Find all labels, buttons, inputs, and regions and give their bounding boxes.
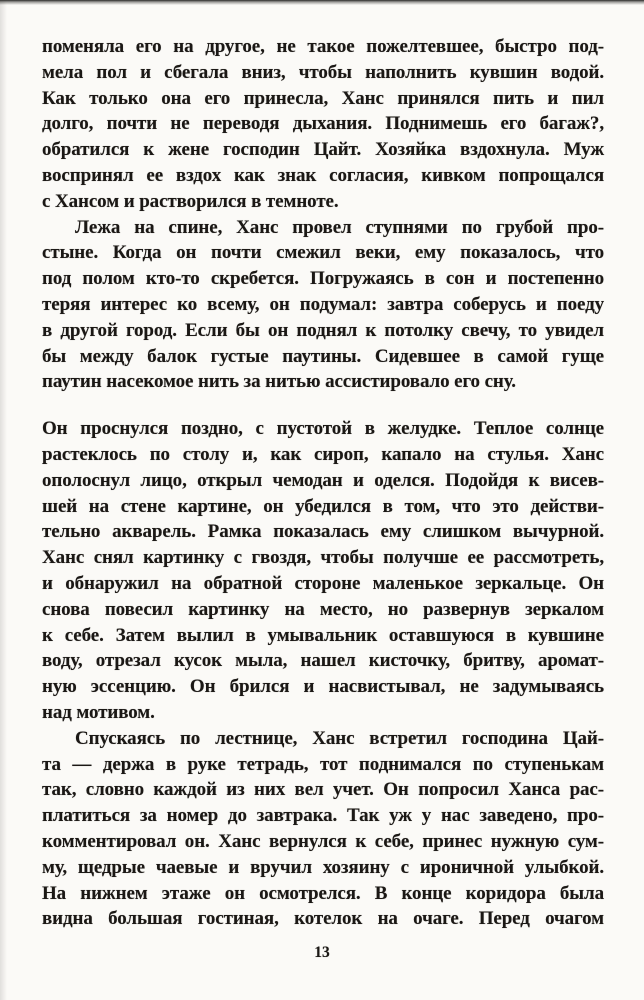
text-line: долго, почти не переводя дыхания. Поднимешь его багаж?, xyxy=(42,113,604,135)
text-line: На нижнем этаже он осмотрелся. В конце коридора была xyxy=(42,882,604,904)
text-line: к себе. Затем вылил в умывальник оставшуюся в кувшине xyxy=(42,624,604,646)
text-line: теряя интерес ко всему, он подумал: завтра соберусь и поеду xyxy=(42,293,604,315)
text-line: поменяла его на другое, не такое пожелтевшее, быстро под- xyxy=(42,36,604,57)
text-line: бы между балок густые паутины. Сидевшее в самой гуще xyxy=(42,345,604,367)
paragraph xyxy=(42,34,604,215)
text-line: паутин насекомое нить за нитью ассистировало его сну. xyxy=(42,371,516,393)
scan-top-edge xyxy=(0,0,644,5)
text-line: та — держа в руке тетрадь, тот поднимался по ступенькам xyxy=(42,753,604,775)
text-line: растеклось по столу и, как сироп, капало на стулья. Ханс xyxy=(42,443,604,465)
text-line: Он проснулся поздно, с пустотой в желудке. Теплое солнце xyxy=(42,418,604,440)
text-line: в другой город. Если бы он поднял к потолку свечу, то увидел xyxy=(42,319,604,341)
text-line: мела пол и сбегала вниз, чтобы наполнить кувшин водой. xyxy=(42,61,604,83)
text-line: платиться за номер до завтрака. Так уж у нас заведено, про- xyxy=(42,805,604,827)
text-line: воспринял ее вздох как знак согласия, кивком попрощался xyxy=(42,164,604,186)
text-line: воду, отрезал кусок мыла, нашел кисточку, бритву, аромат- xyxy=(42,650,604,672)
text-line: ополоснул лицо, открыл чемодан и оделся. Подойдя к висев- xyxy=(42,469,604,491)
text-line: и обнаружил на обратной стороне маленькое зеркальце. Он xyxy=(42,572,604,594)
text-line: тельно акварель. Рамка показалась ему слишком вычурной. xyxy=(42,521,604,543)
text-line: Спускаясь по лестнице, Ханс встретил господина Цай- xyxy=(75,727,604,749)
text-line: снова повесил картинку на место, но развернув зеркалом xyxy=(42,598,604,620)
text-line: под полом кто-то скребется. Погружаясь в сон и постепенно xyxy=(42,268,604,290)
text-line: комментировал он. Ханс вернулся к себе, принес нужную сум- xyxy=(42,830,604,852)
paragraph xyxy=(42,215,604,396)
text-line: Как только она его принесла, Ханс принялся пить и пил xyxy=(42,87,604,109)
scan-left-edge xyxy=(0,0,7,1000)
text-line: с Хансом и растворился в темноте. xyxy=(42,190,339,212)
text-line: над мотивом. xyxy=(42,701,155,723)
text-line: шей на стене картине, он убедился в том, что это действи- xyxy=(42,495,604,517)
text-line: му, щедрые чаевые и вручил хозяину с ироничной улыбкой. xyxy=(42,856,604,878)
page-number: 13 xyxy=(314,944,330,961)
text-line: Ханс снял картинку с гвоздя, чтобы получше ее рассмотреть, xyxy=(42,547,604,569)
text-line: стыне. Когда он почти смежил веки, ему показалось, что xyxy=(42,242,604,264)
text-line: Лежа на спине, Ханс провел ступнями по грубой про- xyxy=(75,216,604,238)
text-line: ную эссенцию. Он брился и насвистывал, не задумываясь xyxy=(42,676,604,698)
text-line: так, словно каждой из них вел учет. Он попросил Ханса рас- xyxy=(42,779,604,801)
paragraph xyxy=(42,416,604,726)
page-text-column xyxy=(42,34,604,932)
text-line: обратился к жене господин Цайт. Хозяйка вздохнула. Муж xyxy=(42,139,604,161)
text-line: видна большая гостиная, котелок на очаге. Перед очагом xyxy=(42,908,604,930)
paragraph xyxy=(42,726,604,932)
